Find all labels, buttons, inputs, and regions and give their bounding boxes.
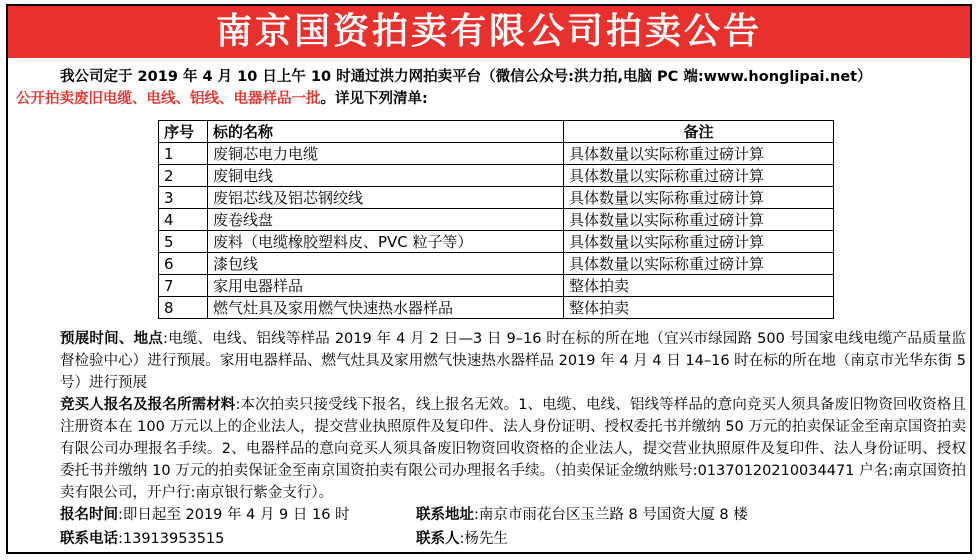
contact-phone <box>60 528 224 550</box>
address-value: :南京市雨花台区玉兰路 8 号国资大厦 8 楼 <box>474 507 748 523</box>
row-no: 3 <box>159 187 208 209</box>
intro-tail: 。详见下列清单: <box>320 91 428 107</box>
row-no: 2 <box>159 165 208 187</box>
row-note: 具体数量以实际称重过磅计算 <box>564 165 834 187</box>
intro-paragraph <box>16 66 966 110</box>
contact-address <box>416 504 748 526</box>
person-value: :杨先生 <box>459 531 508 547</box>
preview-label: 预展时间、地点 <box>60 331 164 347</box>
preview-paragraph <box>16 328 966 394</box>
row-note: 具体数量以实际称重过磅计算 <box>564 143 834 165</box>
row-name: 废铝芯线及铝芯钢绞线 <box>208 187 564 209</box>
registration-label: 竞买人报名及报名所需材料 <box>60 397 236 413</box>
table-header-row <box>159 121 834 143</box>
row-note: 具体数量以实际称重过磅计算 <box>564 187 834 209</box>
header-name: 标的名称 <box>208 121 564 143</box>
registration-paragraph <box>16 394 966 504</box>
reg-time-value: :即日起至 2019 年 4 月 9 日 16 时 <box>118 507 350 523</box>
row-name: 废卷线盘 <box>208 209 564 231</box>
intro-line-2 <box>16 88 966 110</box>
row-name: 废料（电缆橡胶塑料皮、PVC 粒子等） <box>208 231 564 253</box>
row-no: 4 <box>159 209 208 231</box>
row-note: 整体拍卖 <box>564 275 834 297</box>
details-section <box>16 328 966 504</box>
row-note: 具体数量以实际称重过磅计算 <box>564 231 834 253</box>
items-table <box>158 120 834 319</box>
person-label: 联系人 <box>416 531 460 547</box>
announcement-frame <box>6 4 972 554</box>
registration-text: :本次拍卖只接受线下报名，线上报名无效。1、电缆、电线、铝线等样品的意向竞买人须具备废旧物资回收资格且注册资本在 100 万元以上的企业法人，提交营业执照原件及复印件、法人身份证明、授权委托书并缴纳 50 万元的拍卖保证金至南京国资拍卖有限公司办理报名手续。2、电器样品的意向竞买人须具备废旧物资回收资格的企业法人，提交营业执照原件及复印件、法人身份证明、授权委托书并缴纳 10 万元的拍卖保证金至南京国资拍卖有限公司办理报名手续。（拍卖保证金缴纳账号:01370120210034471 户名:南京国资拍卖有限公司，开户行:南京银行紫金支行）。 <box>60 397 967 501</box>
table-row <box>159 209 834 231</box>
table-row <box>159 297 834 319</box>
table-row <box>159 143 834 165</box>
row-note: 整体拍卖 <box>564 297 834 319</box>
reg-time <box>60 504 350 526</box>
row-name: 燃气灶具及家用燃气快速热水器样品 <box>208 297 564 319</box>
row-name: 废铜电线 <box>208 165 564 187</box>
header-no: 序号 <box>159 121 208 143</box>
phone-value: :13913953515 <box>118 531 225 547</box>
row-no: 6 <box>159 253 208 275</box>
row-name: 废铜芯电力电缆 <box>208 143 564 165</box>
row-no: 8 <box>159 297 208 319</box>
row-note: 具体数量以实际称重过磅计算 <box>564 209 834 231</box>
contact-person <box>416 528 508 550</box>
row-no: 7 <box>159 275 208 297</box>
phone-label: 联系电话 <box>60 531 118 547</box>
table-row <box>159 231 834 253</box>
table-row <box>159 187 834 209</box>
row-name: 家用电器样品 <box>208 275 564 297</box>
row-no: 1 <box>159 143 208 165</box>
table-row <box>159 275 834 297</box>
row-no: 5 <box>159 231 208 253</box>
header-note: 备注 <box>564 121 834 143</box>
row-note: 具体数量以实际称重过磅计算 <box>564 253 834 275</box>
preview-text: :电缆、电线、铝线等样品 2019 年 4 月 2 日—3 日 9–16 时在标的所在地（宜兴市绿园路 500 号国家电线电缆产品质量监督检验中心）进行预展。家用电器样品、燃气灶具及家用燃气快速热水器样品 2019 年 4 月 4 日 14–16 时在标的所在地（南京市光华东街 5 号）进行预展 <box>60 331 967 391</box>
table-row <box>159 253 834 275</box>
address-label: 联系地址 <box>416 507 474 523</box>
row-name: 漆包线 <box>208 253 564 275</box>
reg-time-label: 报名时间 <box>60 507 118 523</box>
intro-line: 我公司定于 2019 年 4 月 10 日上午 10 时通过洪力网拍卖平台（微信公众号:洪力拍,电脑 PC 端:www.honglipai.net） <box>60 69 872 85</box>
announcement-title: 南京国资拍卖有限公司拍卖公告 <box>8 6 970 58</box>
intro-highlight: 公开拍卖废旧电缆、电线、铝线、电器样品一批 <box>16 91 321 107</box>
table-row <box>159 165 834 187</box>
